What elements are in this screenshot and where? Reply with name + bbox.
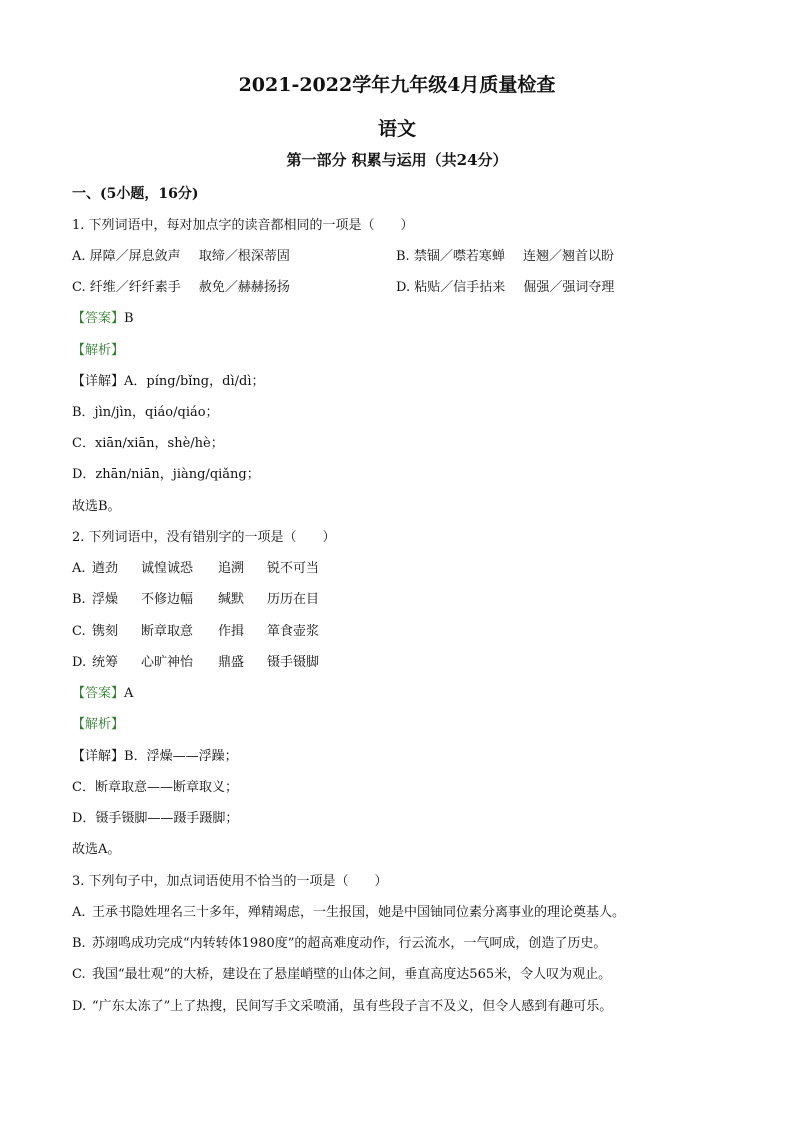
option-word: 纤维／纤纤素手 <box>89 280 181 295</box>
option-label: A. <box>72 905 86 920</box>
option-label: A. <box>72 561 86 576</box>
detail-tag: 【详解】 <box>72 749 125 764</box>
option-word: 缄默 <box>218 592 245 607</box>
q1-option-b <box>396 245 614 264</box>
option-word: 箪食壶浆 <box>267 624 320 639</box>
detail-text: A．píng/bǐng，dì/dì； <box>124 374 265 389</box>
answer-tag: 【答案】 <box>72 686 125 701</box>
option-word: 浮燥 <box>92 592 119 607</box>
option-label: D. <box>396 280 411 295</box>
section-heading: 一、(5小题，16分) <box>72 186 199 202</box>
option-label: D. <box>72 999 87 1014</box>
option-word: 追溯 <box>218 561 245 576</box>
q1-option-d <box>396 276 614 295</box>
option-word: 遒劲 <box>92 561 119 576</box>
option-word: 历历在目 <box>267 592 320 607</box>
option-text: 我国“最壮观”的大桥，建设在了悬崖峭壁的山体之间，垂直高度达565米，令人叹为观止。 <box>92 967 612 982</box>
option-word: 统筹 <box>92 655 119 670</box>
option-word: 镌刻 <box>92 624 119 639</box>
exam-title: 2021-2022学年九年级4月质量检查 <box>238 74 556 96</box>
q2-answer <box>72 682 133 701</box>
option-word: 锐不可当 <box>267 561 320 576</box>
subject-title: 语文 <box>377 118 416 140</box>
q3-option-a <box>72 901 625 920</box>
q3-stem: 3. 下列句子中，加点词语使用不恰当的一项是（ ） <box>72 874 388 889</box>
q2-detail-1 <box>72 745 238 764</box>
q3-option-b <box>72 932 606 951</box>
option-label: C. <box>72 280 86 295</box>
option-word: 赦免／赫赫扬扬 <box>198 280 290 295</box>
q2-stem: 2. 下列词语中，没有错别字的一项是（ ） <box>72 530 336 545</box>
q2-option-a <box>72 557 347 576</box>
q2-option-d <box>72 651 347 670</box>
q1-stem: 1. 下列词语中，每对加点字的读音都相同的一项是（ ） <box>72 218 414 233</box>
option-text: “广东太冻了”上了热搜，民间写手文采喷涌，虽有些段子言不及义，但令人感到有趣可乐。 <box>92 999 613 1014</box>
q1-option-c <box>72 276 290 295</box>
option-label: C. <box>72 967 86 982</box>
q1-detail-1 <box>72 370 264 389</box>
part-title: 第一部分 积累与运用（共24分） <box>286 151 508 169</box>
answer-value: A <box>124 686 134 701</box>
option-word: 镊手镊脚 <box>267 655 320 670</box>
q3-option-d <box>72 995 612 1014</box>
option-label: C. <box>72 624 86 639</box>
option-word: 屏障／屏息敛声 <box>89 249 181 264</box>
q3-option-c <box>72 963 611 982</box>
detail-text: B．浮燥——浮躁； <box>124 749 238 764</box>
option-text: 王承书隐姓埋名三十多年，殚精竭虑，一生报国，她是中国铀同位素分离事业的理论奠基人。 <box>92 905 626 920</box>
q2-detail-3: D．镊手镊脚——蹑手蹑脚； <box>72 811 239 826</box>
option-word: 诚惶诚恐 <box>141 561 194 576</box>
q1-detail-2: B．jìn/jìn，qiáo/qiáo； <box>72 405 219 420</box>
option-text: 苏翊鸣成功完成“内转转体1980度”的超高难度动作，行云流水，一气呵成，创造了历史。 <box>92 936 607 951</box>
detail-tag: 【详解】 <box>72 374 125 389</box>
q2-option-c <box>72 620 347 639</box>
option-word: 取缔／根深蒂固 <box>198 249 290 264</box>
option-label: B. <box>72 936 86 951</box>
q1-answer <box>72 307 134 326</box>
q2-conclusion: 故选A。 <box>72 842 121 857</box>
option-word: 鼎盛 <box>218 655 245 670</box>
q2-analysis-tag: 【解析】 <box>72 717 125 732</box>
option-word: 粘贴／信手拈来 <box>414 280 506 295</box>
option-word: 作揖 <box>218 624 245 639</box>
q1-option-a <box>72 245 290 264</box>
q2-detail-2: C．断章取意——断章取义； <box>72 780 238 795</box>
option-word: 禁锢／噤若寒蝉 <box>413 249 505 264</box>
answer-value: B <box>124 311 134 326</box>
option-word: 断章取意 <box>141 624 194 639</box>
answer-tag: 【答案】 <box>72 311 125 326</box>
option-word: 倔强／强词夺理 <box>523 280 615 295</box>
option-label: D. <box>72 655 87 670</box>
option-word: 连翘／翘首以盼 <box>522 249 614 264</box>
option-label: B. <box>72 592 86 607</box>
option-label: A. <box>72 249 86 264</box>
q1-detail-3: C．xiān/xiān，shè/hè； <box>72 436 224 451</box>
q1-analysis-tag: 【解析】 <box>72 343 125 358</box>
q1-conclusion: 故选B。 <box>72 499 121 514</box>
q1-detail-4: D．zhān/niān，jiàng/qiǎng； <box>72 467 260 482</box>
option-word: 心旷神怡 <box>141 655 194 670</box>
option-label: B. <box>396 249 410 264</box>
q2-option-b <box>72 588 347 607</box>
option-word: 不修边幅 <box>141 592 194 607</box>
